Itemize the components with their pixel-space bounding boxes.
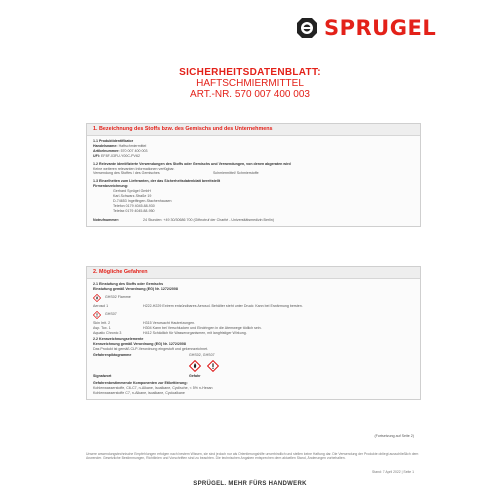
label: Notrufnummer:: [93, 217, 120, 222]
s12-note: Keine weiteren relevanten Informationen verfügbar.: [93, 166, 175, 171]
document-title: [0, 67, 500, 100]
flame-icon: [189, 360, 201, 372]
s11-title: 1.1 Produktidentifikator: [93, 139, 134, 143]
h-code: Asp. Tox. 1: [93, 325, 111, 330]
ghs07-row: [93, 311, 414, 319]
firma-label: Firmenbezeichnung:: [93, 184, 129, 189]
section-1: [86, 123, 421, 227]
brand-name: SPRUGEL: [324, 16, 437, 40]
s21-subtitle: Einstufung gemäß Verordnung (EG) Nr. 1272/2008: [93, 286, 178, 291]
label: Artikelnummer:: [93, 148, 120, 153]
label: Verwendung des Stoffes / des Gemisches: [93, 171, 160, 176]
label: UFI:: [93, 153, 100, 158]
address-line: Telefax 0179 4045.88-950: [113, 208, 155, 213]
exclamation-icon: [93, 311, 101, 319]
value: Schmiermittel/ Schmierstoffe: [213, 171, 259, 176]
s22-note: Das Produkt ist gemäß CLP-Verordnung eingestuft und gekennzeichnet.: [93, 347, 209, 352]
s13-title: 1.3 Einzelheiten zum Lieferanten, der das Sicherheitsdatenblatt bereitstellt: [93, 179, 221, 184]
component: Kohlenwasserstoffe C7, n-Alkane, isoalkane, Cycloalkane: [93, 390, 185, 395]
label: Gefahrenpiktogramme: [93, 353, 132, 358]
title-line1: SICHERHEITSDATENBLATT:: [179, 67, 321, 78]
address-line: D-74653 Ingelfingen-Stachenhausen: [113, 198, 172, 203]
label: Signalwort: [93, 374, 112, 379]
value: 24 Stunden: +49 30/30686 700 (Giftnotruf der Charité - Universitätsmedizin Berlin): [143, 217, 274, 222]
s12-title: 1.2 Relevante identifizierte Verwendungen des Stoffs oder Gemischs und Verwendungen, von denen abgeraten wird: [93, 161, 291, 166]
supplier-address: [93, 189, 414, 214]
h-row: [93, 331, 414, 336]
value: 570 007 400 003: [120, 148, 148, 153]
h-code: Skin Irrit. 2: [93, 320, 111, 325]
ghs02-row: [93, 294, 414, 302]
address-line: Telefon 0179 4045.88-930: [113, 203, 155, 208]
h-text: H315 Verursacht Hautreizungen.: [143, 320, 196, 325]
value: Gefahr: [189, 374, 201, 379]
sprugel-logo-icon: [296, 17, 318, 39]
label: Aerosol 1: [93, 303, 109, 308]
section-2: [86, 266, 421, 400]
page-info: Stand: 7 April 2022 | Seite 1: [372, 470, 414, 474]
address-line: Karl-Schwarz-Straße 19: [113, 194, 152, 199]
ghs02-label: GHS02 Flamme: [105, 295, 131, 300]
section-2-heading: 2. Mögliche Gefahren: [87, 267, 420, 279]
h-code: Aquatic Chronic 3: [93, 330, 122, 335]
comp-label: Gefahrenbestimmende Komponenten zur Etikettierung:: [93, 380, 188, 385]
title-line2: HAFTSCHMIERMITTEL: [196, 78, 304, 89]
brand-logo: [296, 16, 436, 40]
label: Handelsname:: [93, 143, 118, 148]
h-text: H412 Schädlich für Wasserorganismen, mit langfristiger Wirkung.: [143, 330, 247, 335]
value: GHS02, GHS07: [189, 353, 215, 358]
brand-tagline: SPRÜGEL. MEHR FÜRS HANDWERK: [193, 481, 307, 487]
s21-title: 2.1 Einstufung des Stoffs oder Gemischs: [93, 282, 164, 286]
title-line3: ART.-NR. 570 007 400 003: [190, 89, 310, 100]
value: Haftschmiermittel: [118, 143, 147, 148]
ghs07-label: GHS07: [105, 312, 117, 317]
section-1-heading: 1. Bezeichnung des Stoffs bzw. des Gemischs und des Unternehmens: [87, 124, 420, 136]
continued-note: (Fortsetzung auf Seite 2): [374, 434, 414, 438]
s22-subtitle: Kennzeichnung gemäß Verordnung (EG) Nr. 1272/2008: [93, 342, 186, 347]
exclamation-icon: [207, 360, 219, 372]
value: H222-H229 Extrem entzündbares Aerosol. Behälter steht unter Druck: Kann bei Erwärmung bersten.: [143, 303, 303, 308]
s22-title: 2.2 Kennzeichnungselemente: [93, 337, 144, 342]
address-line: Gerhard Sprügel GmbH: [113, 189, 151, 194]
footnote: Unsere anwendungstechnische Empfehlungen erfolgen nach bestem Wissen, sie sind jedoch nur als Orientierungshilfe unverbindlich und stellen keine Haftung dar. Die Verwendung der Produkte obliegt ausschließlich dem Anwender. Gesetzliche Bestimmungen, Richtlinien und Vorschriften sind zu beachten. Die technischen Angaben entsprechen dem aktuellen Stand, Änderungen vorbehalten.: [86, 452, 419, 461]
flame-icon: [93, 294, 101, 302]
h-text: H304 Kann bei Verschlucken und Eindringen in die Atemwege tödlich sein.: [143, 325, 262, 330]
value: EF8F-03FU-Y00C-PV62: [101, 153, 140, 158]
component: Kohlenwasserstoffe, C6-C7, n-Alkane, Isoalkane, Cyclische, < 5% n-Hexan: [93, 385, 213, 390]
pictograms: [189, 360, 414, 372]
